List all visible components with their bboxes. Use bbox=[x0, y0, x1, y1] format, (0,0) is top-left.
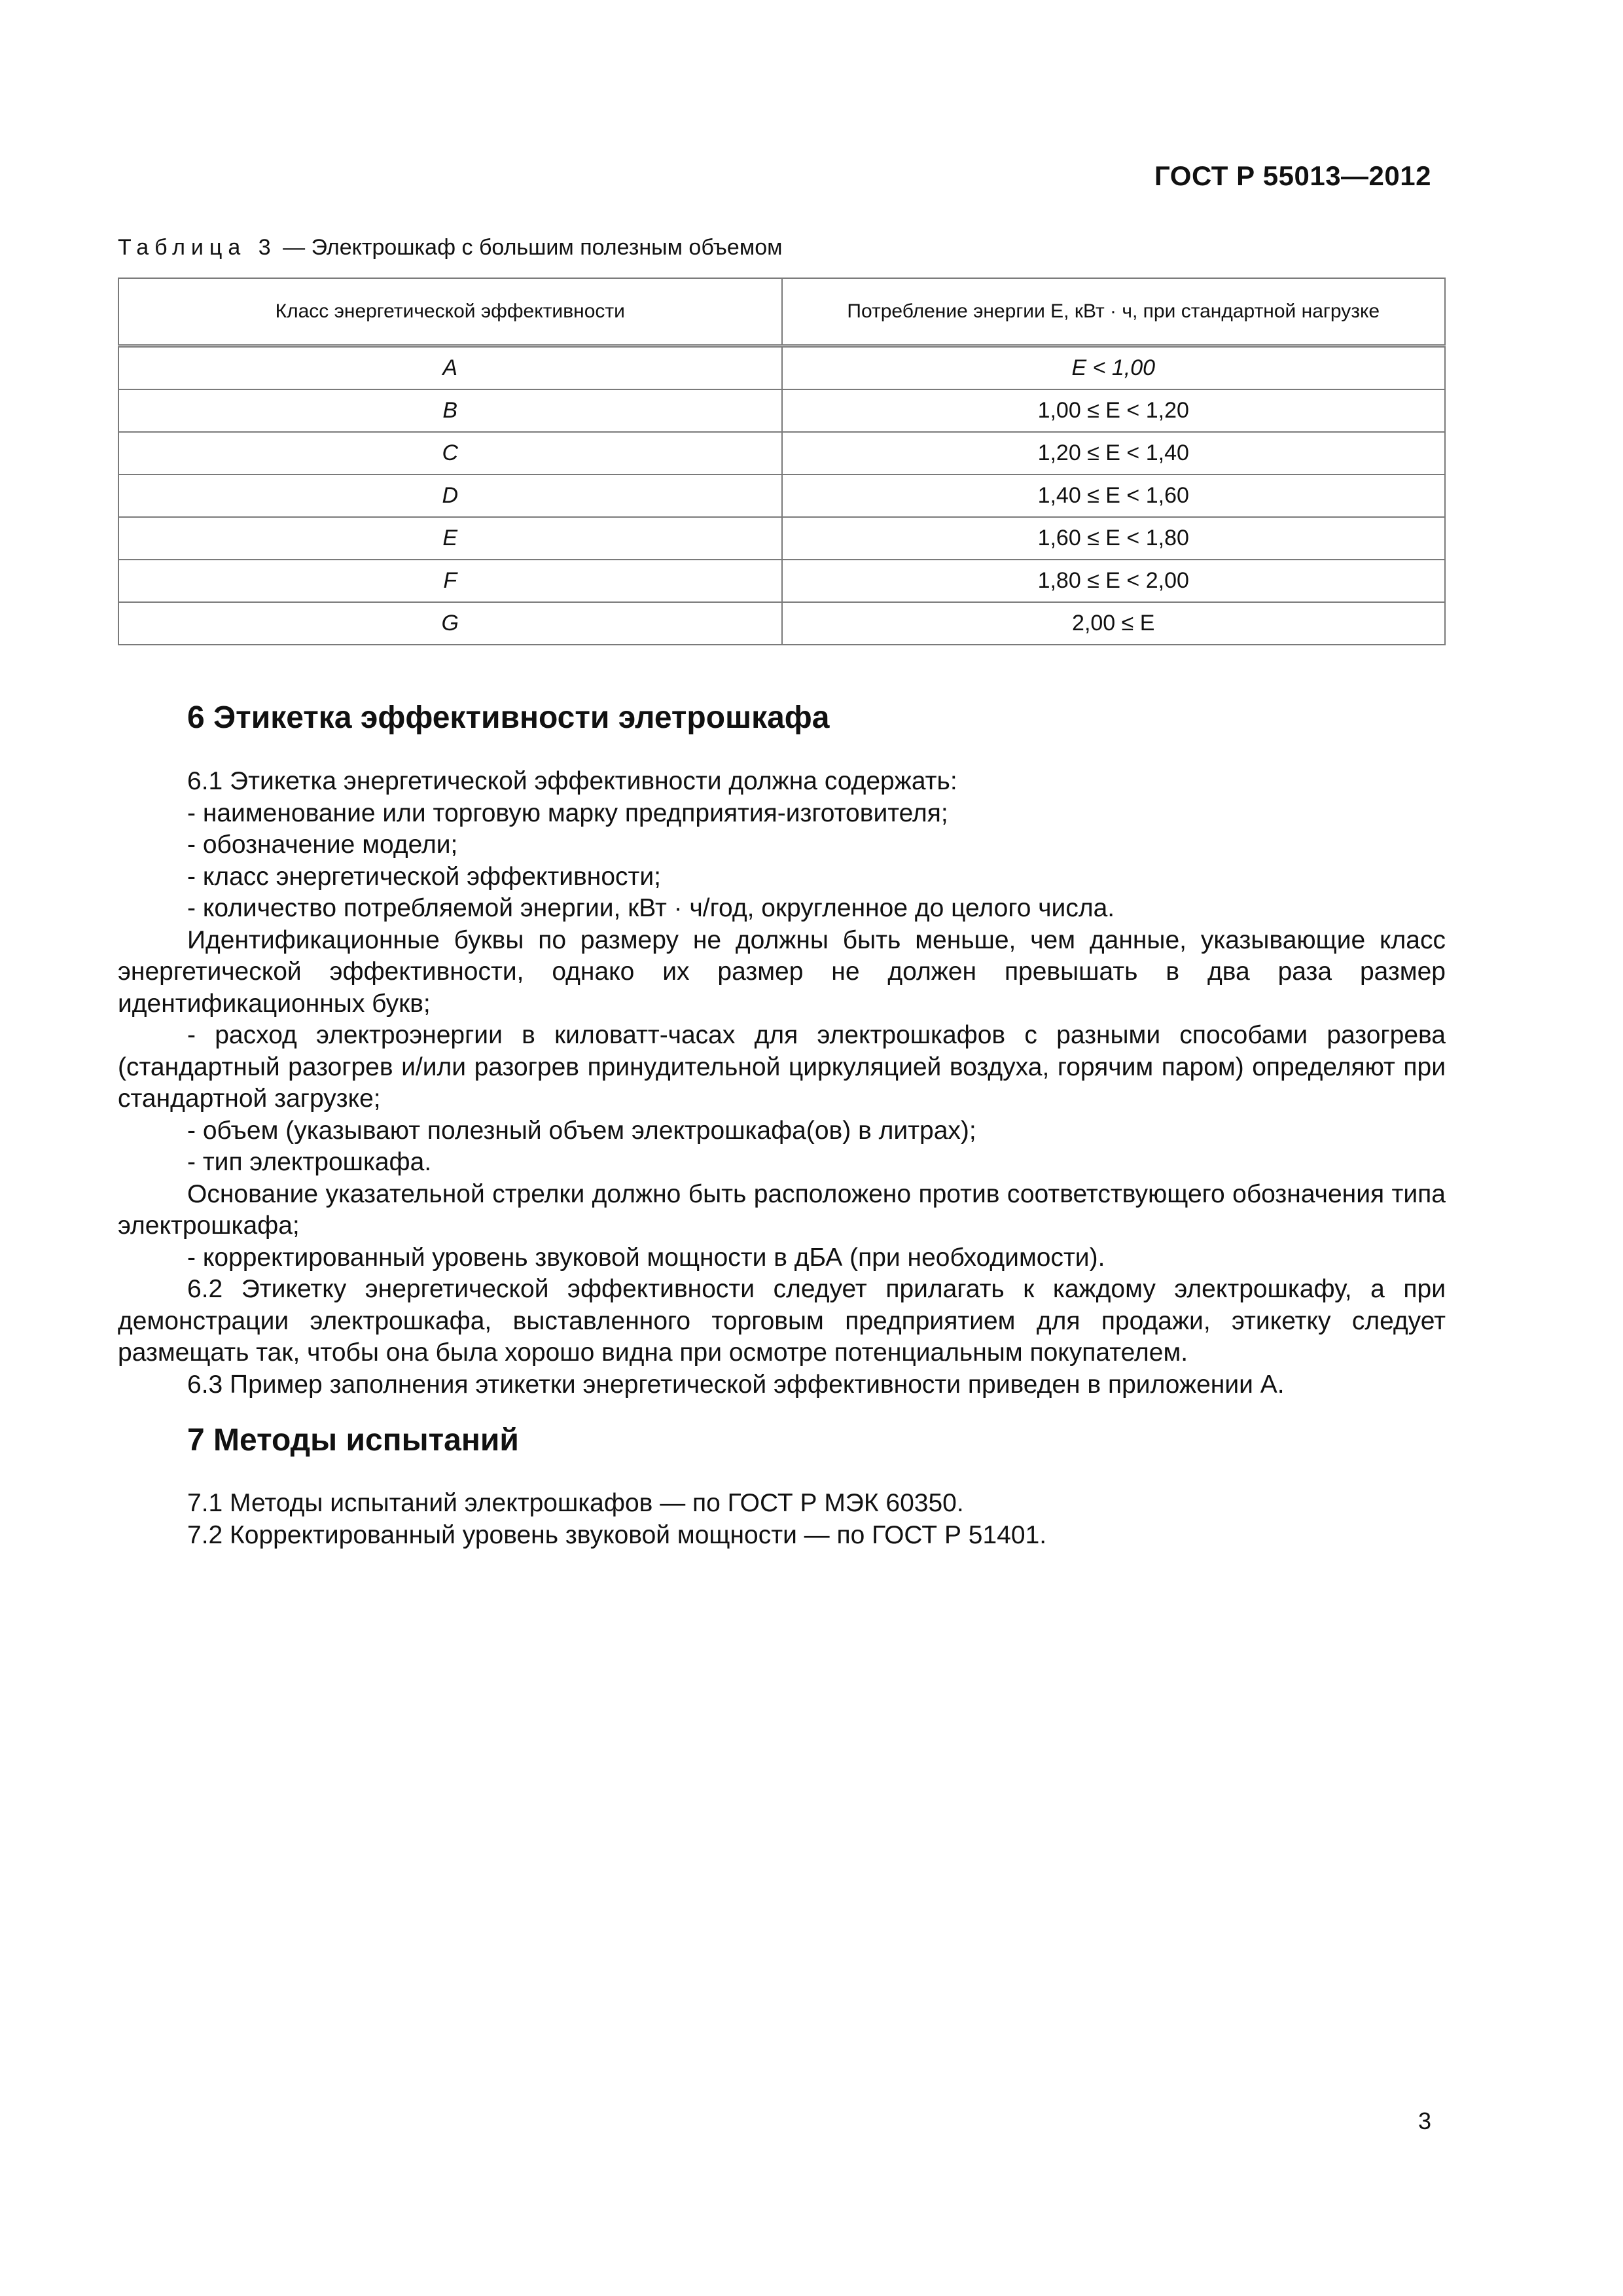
section-7-body bbox=[118, 1488, 1446, 1551]
column-header-class: Класс энергетической эффективности bbox=[118, 278, 782, 346]
table-cell-range: E < 1,00 bbox=[782, 346, 1446, 390]
table-row bbox=[118, 475, 1445, 517]
table-cell-range: 1,00 ≤ E < 1,20 bbox=[782, 389, 1446, 432]
table-caption bbox=[118, 234, 783, 261]
list-item: - количество потребляемой энергии, кВт · ч/год, округленное до целого числа. bbox=[187, 894, 1115, 922]
table-cell-range: 1,80 ≤ E < 2,00 bbox=[782, 560, 1446, 602]
table-cell-class: C bbox=[118, 432, 782, 475]
table-row bbox=[118, 432, 1445, 475]
paragraph-6-2: 6.2 Этикетку энергетической эффективности следует прилагать к каждому электрошкафу, а при демонстрации электрошкафа, выставленного торговым предприятием для продажи, этикетку следует размещать так, чтобы она была хорошо видна при осмотре потенциальным покупателем. bbox=[118, 1275, 1446, 1367]
table-caption-prefix: Таблица 3 bbox=[118, 235, 277, 260]
list-item: - наименование или торговую марку предприятия-изготовителя; bbox=[187, 798, 948, 827]
table-cell-class: G bbox=[118, 602, 782, 645]
column-header-consumption: Потребление энергии Е, кВт · ч, при стандартной нагрузке bbox=[782, 278, 1446, 346]
paragraph-consumption: - расход электроэнергии в киловатт-часах для электрошкафов с разными способами разогрева (стандартный разогрев и/или разогрев принудительной циркуляцией воздуха, горячим паром) определяют при стандартной загрузке; bbox=[118, 1021, 1446, 1113]
table-caption-title: — Электрошкаф с большим полезным объемом bbox=[276, 235, 783, 260]
list-item: - корректированный уровень звуковой мощности в дБА (при необходимости). bbox=[187, 1243, 1105, 1272]
paragraph-7-2: 7.2 Корректированный уровень звуковой мощности — по ГОСТ Р 51401. bbox=[187, 1520, 1047, 1549]
table-row bbox=[118, 346, 1445, 390]
table-row bbox=[118, 560, 1445, 602]
table-header-row bbox=[118, 278, 1445, 346]
section-7-title: 7 Методы испытаний bbox=[187, 1423, 519, 1458]
table-cell-class: A bbox=[118, 346, 782, 390]
paragraph-identification: Идентификационные буквы по размеру не должны быть меньше, чем данные, указывающие класс энергетической эффективности, однако их размер не должен превышать в два раза размер идентификационных букв; bbox=[118, 925, 1446, 1018]
table-cell-class: B bbox=[118, 389, 782, 432]
table-row bbox=[118, 602, 1445, 645]
table-cell-class: D bbox=[118, 475, 782, 517]
paragraph-6-1: 6.1 Этикетка энергетической эффективности должна содержать: bbox=[187, 767, 957, 795]
table-row bbox=[118, 517, 1445, 560]
paragraph-arrow-base: Основание указательной стрелки должно быть расположено против соответствующего обозначения типа электрошкафа; bbox=[118, 1179, 1446, 1240]
table-cell-class: E bbox=[118, 517, 782, 560]
table-cell-range: 1,20 ≤ E < 1,40 bbox=[782, 432, 1446, 475]
efficiency-table bbox=[118, 278, 1446, 645]
standard-code: ГОСТ Р 55013—2012 bbox=[1154, 160, 1431, 191]
paragraph-7-1: 7.1 Методы испытаний электрошкафов — по ГОСТ Р МЭК 60350. bbox=[187, 1489, 964, 1517]
table-cell-class: F bbox=[118, 560, 782, 602]
paragraph-6-3: 6.3 Пример заполнения этикетки энергетической эффективности приведен в приложении А. bbox=[187, 1370, 1285, 1399]
list-item: - обозначение модели; bbox=[187, 831, 458, 859]
table-cell-range: 1,40 ≤ E < 1,60 bbox=[782, 475, 1446, 517]
section-6-title: 6 Этикетка эффективности элетрошкафа bbox=[187, 700, 830, 735]
page-number: 3 bbox=[1418, 2108, 1431, 2134]
list-item: - тип электрошкафа. bbox=[187, 1148, 432, 1176]
table-cell-range: 2,00 ≤ E bbox=[782, 602, 1446, 645]
table-cell-range: 1,60 ≤ E < 1,80 bbox=[782, 517, 1446, 560]
list-item: - класс энергетической эффективности; bbox=[187, 862, 661, 891]
section-6-body bbox=[118, 766, 1446, 1401]
list-item: - объем (указывают полезный объем электрошкафа(ов) в литрах); bbox=[187, 1116, 976, 1145]
table-row bbox=[118, 389, 1445, 432]
